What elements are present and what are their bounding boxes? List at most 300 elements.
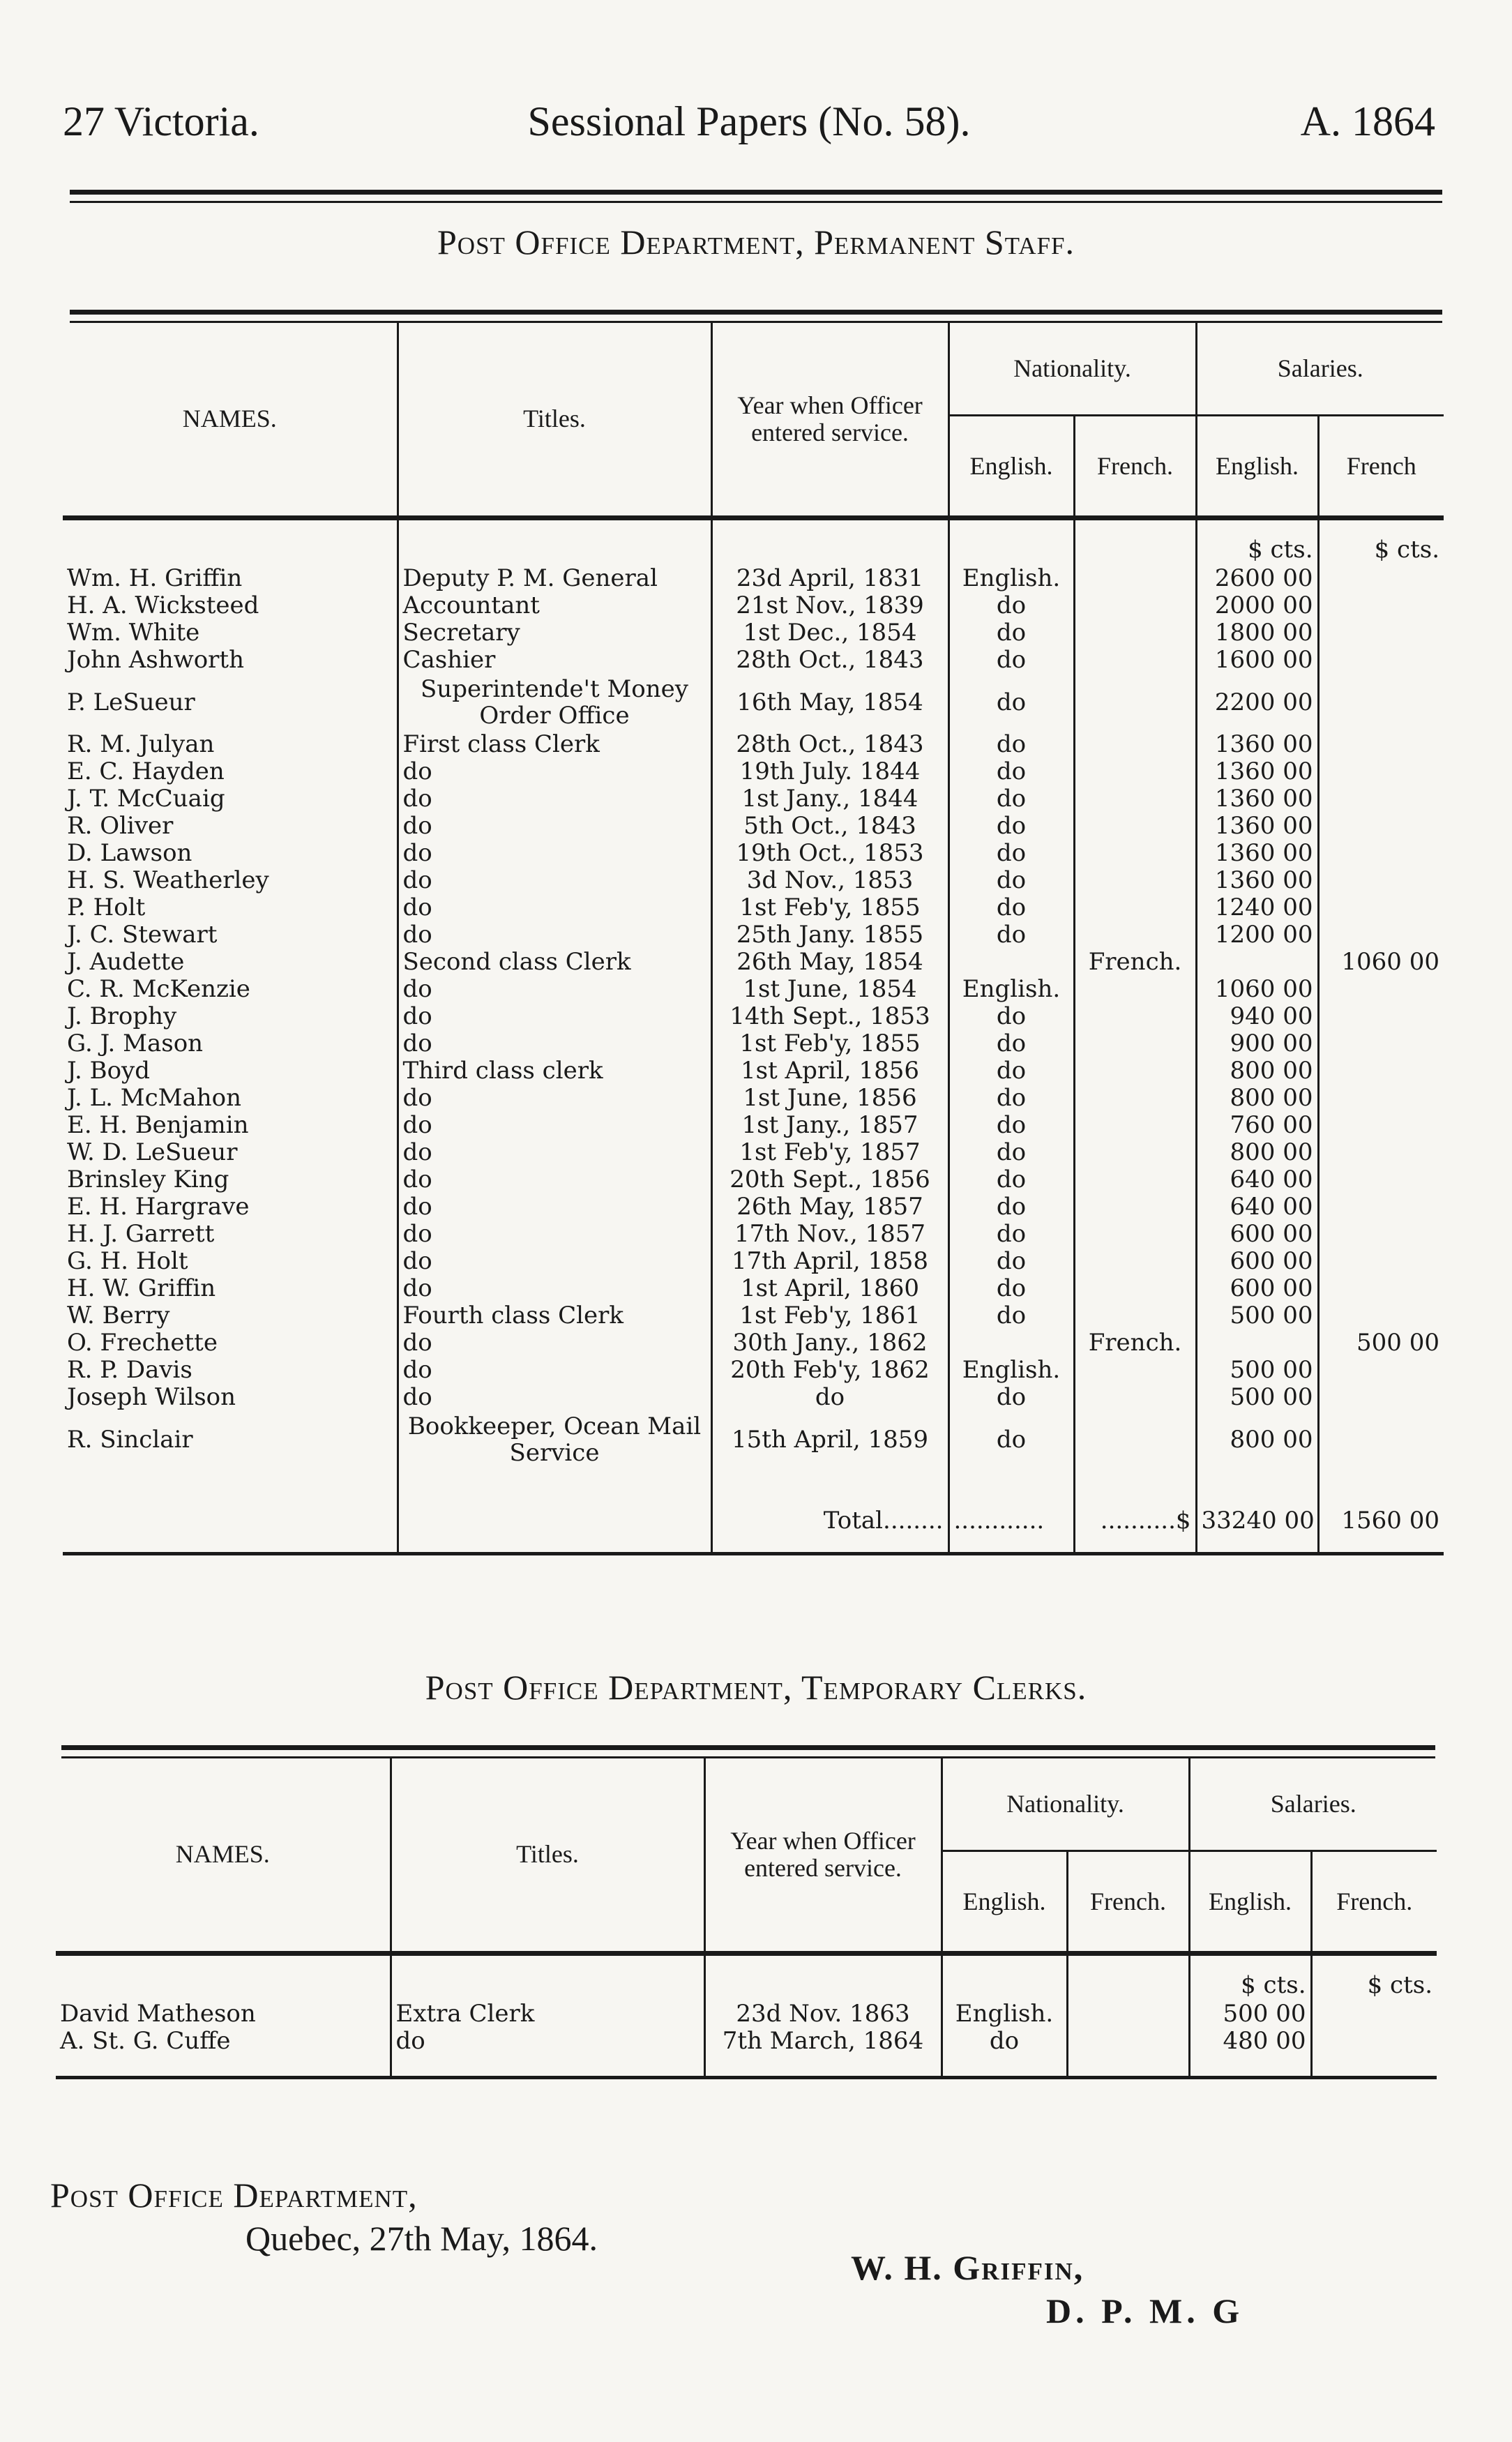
col-header-sal-french: French. [1311, 1851, 1437, 1954]
salary-english: 1360 00 [1196, 731, 1318, 758]
nationality-english: do [948, 592, 1074, 619]
total-currency: $ [1175, 1506, 1191, 1535]
dateline [50, 2175, 598, 2259]
table-row [63, 867, 1444, 894]
salary-french: 500 00 [1318, 1329, 1444, 1357]
place-date: Quebec, 27th May, 1864. [245, 2219, 598, 2258]
job-title: do [398, 921, 711, 949]
total-row: Total........ ............ ..........$ 33240 00 1560 00 [63, 1489, 1444, 1554]
job-title: do [398, 894, 711, 921]
salary-english: 1360 00 [1196, 785, 1318, 813]
col-header-nat-english: English. [948, 416, 1074, 518]
table-row [63, 647, 1444, 674]
entry-date: 1st Dec., 1854 [711, 619, 948, 647]
employee-name: P. Holt [67, 894, 146, 921]
nationality-french [1067, 2000, 1189, 2028]
salary-french [1318, 1030, 1444, 1057]
salary-english: 760 00 [1196, 1112, 1318, 1139]
employee-name: Brinsley King [67, 1166, 229, 1193]
nationality-english [948, 949, 1074, 976]
salary-french [1318, 976, 1444, 1003]
employee-name: E. H. Benjamin [67, 1112, 249, 1139]
entry-date: 17th Nov., 1857 [711, 1221, 948, 1248]
col-header-names: NAMES. [175, 1840, 270, 1868]
nationality-english: English. [942, 2000, 1067, 2028]
permanent-staff-title: Post Office Department, Permanent Staff. [437, 223, 1075, 262]
entry-date: 28th Oct., 1843 [711, 731, 948, 758]
salary-english: 800 00 [1196, 1057, 1318, 1085]
table-row [63, 1248, 1444, 1275]
employee-name: J. T. McCuaig [67, 785, 225, 813]
col-header-year: Year when Officer entered service. [704, 1758, 942, 1954]
employee-name: R. Oliver [67, 813, 174, 840]
temporary-clerks-title: Post Office Department, Temporary Clerks. [425, 1668, 1087, 1707]
nationality-english: do [948, 1302, 1074, 1329]
units-french: $ cts. [1311, 1954, 1437, 2001]
table-row [63, 1166, 1444, 1193]
nationality-french [1074, 619, 1196, 647]
table-row [63, 1085, 1444, 1112]
employee-name: H. A. Wicksteed [67, 592, 259, 619]
employee-name: Wm. White [67, 619, 200, 647]
salary-french [1318, 647, 1444, 674]
job-title: Extra Clerk [391, 2000, 704, 2028]
job-title: do [398, 1221, 711, 1248]
salary-english: 800 00 [1196, 1411, 1318, 1468]
table-row [63, 1139, 1444, 1166]
employee-name: R. M. Julyan [67, 731, 215, 758]
employee-name: E. H. Hargrave [67, 1193, 250, 1221]
job-title: do [398, 1329, 711, 1357]
job-title: do [398, 1166, 711, 1193]
nationality-english: do [948, 867, 1074, 894]
salary-english: 600 00 [1196, 1248, 1318, 1275]
salary-french [1311, 2028, 1437, 2055]
signature-block [851, 2247, 1243, 2331]
table-row [63, 1003, 1444, 1030]
entry-date: 7th March, 1864 [704, 2028, 942, 2055]
entry-date: 20th Sept., 1856 [711, 1166, 948, 1193]
salary-french [1318, 1384, 1444, 1411]
salary-french [1318, 1275, 1444, 1302]
entry-date: 19th Oct., 1853 [711, 840, 948, 867]
salary-english: 2600 00 [1196, 565, 1318, 592]
signature-title: D. P. M. G [1046, 2291, 1244, 2330]
table-row [63, 731, 1444, 758]
salary-french [1318, 1085, 1444, 1112]
nationality-english: do [942, 2028, 1067, 2055]
salary-english: 800 00 [1196, 1139, 1318, 1166]
permanent-table-top-rule [70, 310, 1442, 315]
job-title: do [398, 1030, 711, 1057]
table-row [63, 674, 1444, 731]
salary-english: 500 00 [1196, 1357, 1318, 1384]
entry-date: 5th Oct., 1843 [711, 813, 948, 840]
entry-date: 26th May, 1854 [711, 949, 948, 976]
nationality-french [1074, 1221, 1196, 1248]
nationality-english: English. [948, 1357, 1074, 1384]
table-row [63, 1057, 1444, 1085]
salary-english: 600 00 [1196, 1221, 1318, 1248]
nationality-english: do [948, 1384, 1074, 1411]
col-header-names: NAMES. [182, 405, 277, 432]
units-english: $ cts. [1189, 1954, 1311, 2001]
table-row [56, 2028, 1437, 2055]
nationality-english: do [948, 1003, 1074, 1030]
nationality-french [1074, 647, 1196, 674]
header-rule [70, 190, 1442, 195]
salary-english: 600 00 [1196, 1275, 1318, 1302]
signature-name: W. H. Griffin, [851, 2248, 1084, 2287]
nationality-french [1074, 1030, 1196, 1057]
job-title: do [398, 1275, 711, 1302]
entry-date: 28th Oct., 1843 [711, 647, 948, 674]
job-title: Bookkeeper, Ocean Mail Service [398, 1411, 711, 1468]
salary-english: 1360 00 [1196, 840, 1318, 867]
col-header-sal-english: English. [1189, 1851, 1311, 1954]
job-title: Superintende't Money Order Office [398, 674, 711, 731]
nationality-english: do [948, 758, 1074, 785]
salary-english: 1360 00 [1196, 813, 1318, 840]
temporary-clerks-table [56, 1758, 1437, 2085]
table-row [63, 1302, 1444, 1329]
employee-name: J. C. Stewart [67, 921, 218, 949]
entry-date: 1st June, 1856 [711, 1085, 948, 1112]
entry-date: 16th May, 1854 [711, 674, 948, 731]
total-french: 1560 00 [1318, 1489, 1444, 1554]
col-header-nationality: Nationality. [948, 322, 1196, 416]
employee-name: J. Audette [67, 949, 185, 976]
job-title: Third class clerk [398, 1057, 711, 1085]
nationality-french [1074, 1384, 1196, 1411]
nationality-english: do [948, 894, 1074, 921]
total-label: Total [823, 1506, 884, 1535]
salary-french [1318, 1166, 1444, 1193]
units-row [56, 1954, 1437, 2001]
col-header-nat-english: English. [942, 1851, 1067, 1954]
salary-french [1318, 785, 1444, 813]
table-row [63, 1221, 1444, 1248]
table-row [63, 1411, 1444, 1468]
salary-french [1318, 1057, 1444, 1085]
salary-french [1318, 840, 1444, 867]
job-title: do [398, 1112, 711, 1139]
temporary-table-top-rule [61, 1745, 1435, 1750]
nationality-french [1074, 921, 1196, 949]
job-title: Cashier [398, 647, 711, 674]
nationality-english: do [948, 1112, 1074, 1139]
salary-french [1318, 674, 1444, 731]
salary-english: 1360 00 [1196, 867, 1318, 894]
table-row [63, 976, 1444, 1003]
nationality-french [1074, 1411, 1196, 1468]
salary-french [1311, 2000, 1437, 2028]
entry-date: 23d April, 1831 [711, 565, 948, 592]
job-title: do [398, 976, 711, 1003]
salary-french [1318, 1248, 1444, 1275]
job-title: First class Clerk [398, 731, 711, 758]
employee-name: H. W. Griffin [67, 1275, 216, 1302]
col-header-salaries: Salaries. [1196, 322, 1444, 416]
employee-name: J. Boyd [67, 1057, 151, 1085]
salary-english [1196, 949, 1318, 976]
salary-french [1318, 894, 1444, 921]
nationality-french [1074, 1112, 1196, 1139]
nationality-english: do [948, 619, 1074, 647]
nationality-english: do [948, 1248, 1074, 1275]
salary-french [1318, 1221, 1444, 1248]
entry-date: 1st Feb'y, 1855 [711, 1030, 948, 1057]
table-row [63, 1030, 1444, 1057]
job-title: Deputy P. M. General [398, 565, 711, 592]
salary-english: 800 00 [1196, 1085, 1318, 1112]
job-title: Accountant [398, 592, 711, 619]
col-header-titles: Titles. [398, 322, 711, 518]
nationality-english: do [948, 1085, 1074, 1112]
job-title: do [398, 1003, 711, 1030]
job-title: Fourth class Clerk [398, 1302, 711, 1329]
job-title: do [398, 785, 711, 813]
col-header-year: Year when Officer entered service. [711, 322, 948, 518]
table-row [63, 1384, 1444, 1411]
salary-english: 500 00 [1196, 1302, 1318, 1329]
salary-english: 2000 00 [1196, 592, 1318, 619]
col-header-nat-french: French. [1074, 416, 1196, 518]
table-row [63, 1275, 1444, 1302]
entry-date: 1st Feb'y, 1857 [711, 1139, 948, 1166]
nationality-french [1074, 867, 1196, 894]
nationality-english: do [948, 1030, 1074, 1057]
employee-name: J. L. McMahon [67, 1085, 242, 1112]
salary-french [1318, 1139, 1444, 1166]
nationality-french [1074, 1357, 1196, 1384]
nationality-french [1074, 758, 1196, 785]
employee-name: John Ashworth [67, 647, 244, 674]
employee-name: G. J. Mason [67, 1030, 204, 1057]
job-title: do [391, 2028, 704, 2055]
nationality-english: do [948, 674, 1074, 731]
employee-name: W. D. LeSueur [67, 1139, 238, 1166]
nationality-english: do [948, 840, 1074, 867]
salary-english: 500 00 [1189, 2000, 1311, 2028]
salary-english: 1200 00 [1196, 921, 1318, 949]
salary-english: 640 00 [1196, 1193, 1318, 1221]
entry-date: 1st Feb'y, 1855 [711, 894, 948, 921]
col-header-salaries: Salaries. [1189, 1758, 1437, 1851]
nationality-english: do [948, 1411, 1074, 1468]
job-title: do [398, 813, 711, 840]
table-row [63, 1112, 1444, 1139]
table-row [63, 1193, 1444, 1221]
nationality-french [1074, 1302, 1196, 1329]
table-row [63, 813, 1444, 840]
nationality-french [1074, 813, 1196, 840]
employee-name: R. Sinclair [67, 1426, 193, 1454]
nationality-french [1074, 1139, 1196, 1166]
nationality-french [1074, 976, 1196, 1003]
employee-name: W. Berry [67, 1302, 170, 1329]
entry-date: 15th April, 1859 [711, 1411, 948, 1468]
salary-english [1196, 1329, 1318, 1357]
job-title: Secretary [398, 619, 711, 647]
table-row [63, 592, 1444, 619]
employee-name: A. St. G. Cuffe [60, 2028, 231, 2055]
table-row [63, 949, 1444, 976]
nationality-french [1074, 674, 1196, 731]
job-title: do [398, 1085, 711, 1112]
permanent-staff-table [63, 322, 1444, 1561]
employee-name: J. Brophy [67, 1003, 177, 1030]
job-title: Second class Clerk [398, 949, 711, 976]
table-row [63, 1357, 1444, 1384]
nationality-english: do [948, 731, 1074, 758]
nationality-french [1074, 840, 1196, 867]
salary-english: 1060 00 [1196, 976, 1318, 1003]
salary-french [1318, 731, 1444, 758]
units-french: $ cts. [1318, 518, 1444, 566]
salary-english: 640 00 [1196, 1166, 1318, 1193]
employee-name: Joseph Wilson [67, 1384, 236, 1411]
job-title: do [398, 1139, 711, 1166]
nationality-french [1074, 1057, 1196, 1085]
nationality-french [1074, 1166, 1196, 1193]
nationality-english: English. [948, 565, 1074, 592]
employee-name: E. C. Hayden [67, 758, 225, 785]
nationality-english: do [948, 1221, 1074, 1248]
nationality-english: do [948, 921, 1074, 949]
entry-date: 26th May, 1857 [711, 1193, 948, 1221]
job-title: do [398, 840, 711, 867]
total-english: 33240 00 [1196, 1489, 1318, 1554]
salary-english: 2200 00 [1196, 674, 1318, 731]
employee-name: D. Lawson [67, 840, 192, 867]
col-header-nat-french: French. [1067, 1851, 1189, 1954]
job-title: do [398, 1193, 711, 1221]
employee-name: G. H. Holt [67, 1248, 188, 1275]
units-english: $ cts. [1196, 518, 1318, 566]
entry-date: 1st April, 1860 [711, 1275, 948, 1302]
salary-english: 1600 00 [1196, 647, 1318, 674]
table-row [63, 758, 1444, 785]
nationality-english: do [948, 1166, 1074, 1193]
entry-date: do [711, 1384, 948, 1411]
salary-french [1318, 1003, 1444, 1030]
entry-date: 19th July. 1844 [711, 758, 948, 785]
salary-english: 1800 00 [1196, 619, 1318, 647]
salary-english: 480 00 [1189, 2028, 1311, 2055]
job-title: do [398, 1248, 711, 1275]
nationality-french [1074, 1248, 1196, 1275]
col-header-sal-french: French [1318, 416, 1444, 518]
job-title: do [398, 758, 711, 785]
salary-french [1318, 565, 1444, 592]
nationality-english: do [948, 1193, 1074, 1221]
nationality-english: do [948, 785, 1074, 813]
nationality-english: do [948, 1275, 1074, 1302]
nationality-french [1074, 1193, 1196, 1221]
nationality-french [1074, 731, 1196, 758]
entry-date: 1st Feb'y, 1861 [711, 1302, 948, 1329]
employee-name: C. R. McKenzie [67, 976, 250, 1003]
entry-date: 20th Feb'y, 1862 [711, 1357, 948, 1384]
job-title: do [398, 1384, 711, 1411]
nationality-french [1074, 565, 1196, 592]
entry-date: 25th Jany. 1855 [711, 921, 948, 949]
table-row [63, 785, 1444, 813]
salary-french [1318, 1411, 1444, 1468]
nationality-french [1074, 1085, 1196, 1112]
table-row [63, 1329, 1444, 1357]
year-label: A. 1864 [1300, 98, 1435, 144]
employee-name: P. LeSueur [67, 688, 195, 716]
table-row [63, 565, 1444, 592]
nationality-french [1074, 1003, 1196, 1030]
table-row [56, 2000, 1437, 2028]
employee-name: David Matheson [60, 2000, 256, 2028]
units-row [63, 518, 1444, 566]
employee-name: Wm. H. Griffin [67, 565, 243, 592]
nationality-english [948, 1329, 1074, 1357]
nationality-english: do [948, 647, 1074, 674]
entry-date: 1st Jany., 1844 [711, 785, 948, 813]
salary-french [1318, 758, 1444, 785]
salary-french [1318, 592, 1444, 619]
salary-french [1318, 1193, 1444, 1221]
nationality-english: do [948, 813, 1074, 840]
table-row [63, 894, 1444, 921]
salary-english: 940 00 [1196, 1003, 1318, 1030]
salary-french [1318, 867, 1444, 894]
salary-french [1318, 813, 1444, 840]
entry-date: 14th Sept., 1853 [711, 1003, 948, 1030]
running-head [63, 98, 1435, 153]
entry-date: 17th April, 1858 [711, 1248, 948, 1275]
entry-date: 3d Nov., 1853 [711, 867, 948, 894]
nationality-english: do [948, 1139, 1074, 1166]
department-name: Post Office Department, [50, 2176, 418, 2215]
employee-name: O. Frechette [67, 1329, 218, 1357]
nationality-french: French. [1074, 949, 1196, 976]
employee-name: H. J. Garrett [67, 1221, 215, 1248]
nationality-french [1074, 894, 1196, 921]
entry-date: 23d Nov. 1863 [704, 2000, 942, 2028]
salary-french: 1060 00 [1318, 949, 1444, 976]
nationality-french [1067, 2028, 1189, 2055]
salary-french [1318, 921, 1444, 949]
nationality-english: do [948, 1057, 1074, 1085]
entry-date: 1st June, 1854 [711, 976, 948, 1003]
salary-english: 900 00 [1196, 1030, 1318, 1057]
nationality-french: French. [1074, 1329, 1196, 1357]
job-title: do [398, 1357, 711, 1384]
session-label: 27 Victoria. [63, 98, 259, 144]
salary-french [1318, 619, 1444, 647]
salary-french [1318, 1302, 1444, 1329]
salary-english: 500 00 [1196, 1384, 1318, 1411]
table-row [63, 619, 1444, 647]
salary-english: 1360 00 [1196, 758, 1318, 785]
salary-english: 1240 00 [1196, 894, 1318, 921]
entry-date: 30th Jany., 1862 [711, 1329, 948, 1357]
salary-french [1318, 1357, 1444, 1384]
col-header-sal-english: English. [1196, 416, 1318, 518]
col-header-nationality: Nationality. [942, 1758, 1189, 1851]
nationality-french [1074, 1275, 1196, 1302]
sessional-papers-label: Sessional Papers (No. 58). [527, 98, 971, 144]
employee-name: H. S. Weatherley [67, 867, 269, 894]
employee-name: R. P. Davis [67, 1357, 192, 1384]
entry-date: 21st Nov., 1839 [711, 592, 948, 619]
